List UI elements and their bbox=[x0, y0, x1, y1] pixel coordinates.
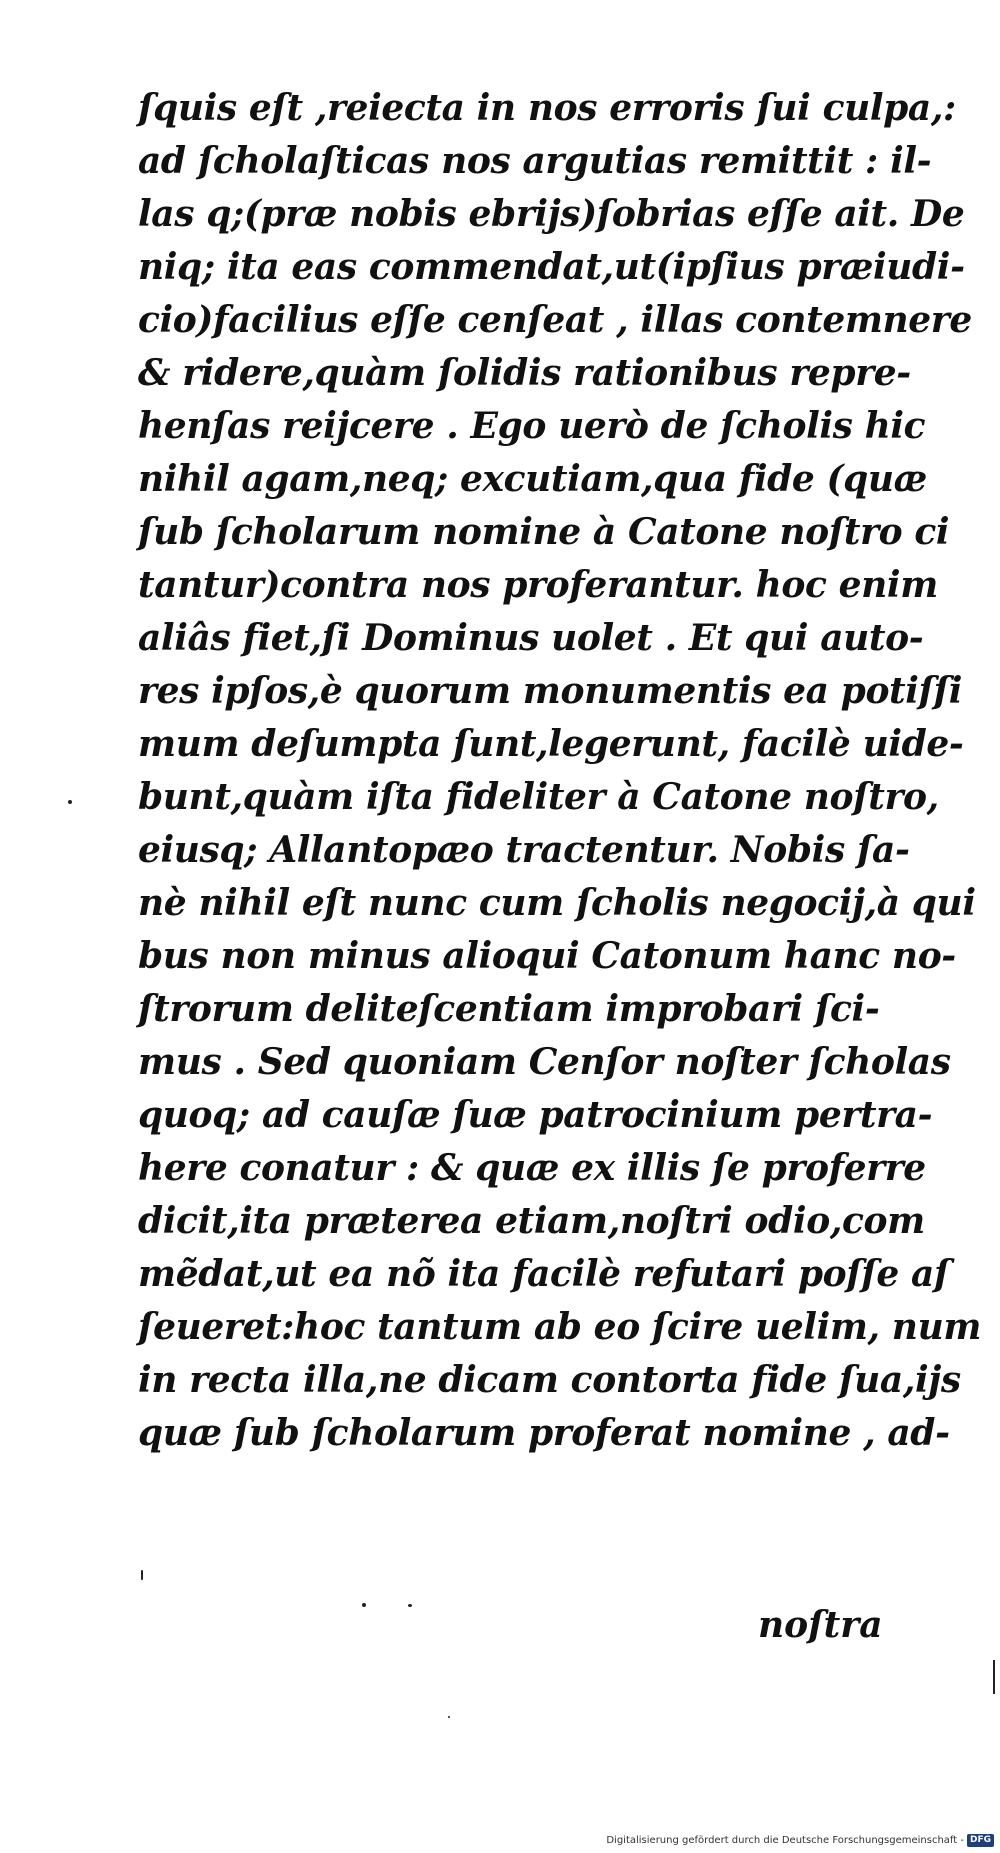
text-line: henſas reijcere . Ego uerò de ſcholis hic bbox=[138, 405, 926, 447]
text-line: bunt,quàm iſta fideliter à Catone noſtro, bbox=[138, 776, 939, 818]
text-line: mẽdat,ut ea nõ ita facilè refutari poſſe aſ bbox=[138, 1253, 950, 1295]
text-line: mum deſumpta ſunt,legerunt, facilè uide- bbox=[138, 723, 964, 765]
ink-speck bbox=[141, 1570, 143, 1580]
text-line: ſub ſcholarum nomine à Catone noſtro ci bbox=[138, 511, 950, 553]
text-line: cio)facilius eſſe cenſeat , illas contemnere bbox=[138, 299, 972, 341]
text-line: nè nihil eſt nunc cum ſcholis negocij,à qui bbox=[138, 882, 976, 924]
ink-speck bbox=[68, 800, 72, 804]
dfg-logo: DFG bbox=[967, 1834, 994, 1847]
text-line: res ipſos,è quorum monumentis ea potiſſi bbox=[138, 670, 963, 712]
text-line: nihil agam,neq; excutiam,qua fide (quæ bbox=[138, 458, 927, 500]
ink-speck bbox=[408, 1604, 412, 1607]
credit-text: Digitalisierung gefördert durch die Deutsche Forschungsgemeinschaft - bbox=[606, 1835, 964, 1846]
body-text bbox=[138, 82, 982, 1460]
text-line: quæ ſub ſcholarum proferat nomine , ad- bbox=[138, 1412, 950, 1454]
text-line: niq; ita eas commendat,ut(ipſius præiudi- bbox=[138, 246, 965, 288]
ink-speck bbox=[362, 1603, 366, 1607]
digitization-credit bbox=[606, 1834, 994, 1847]
text-line: eiusq; Allantopæo tractentur. Nobis ſa- bbox=[138, 829, 910, 871]
text-line: ſtrorum deliteſcentiam improbari ſci- bbox=[138, 988, 880, 1030]
ink-speck bbox=[448, 1716, 450, 1718]
text-line: ſeueret:hoc tantum ab eo ſcire uelim, num bbox=[138, 1306, 982, 1348]
text-line: tantur)contra nos proferantur. hoc enim bbox=[138, 564, 938, 606]
margin-mark bbox=[993, 1660, 995, 1694]
catchword: noſtra bbox=[758, 1604, 883, 1646]
text-line: dicit,ita præterea etiam,noſtri odio,com bbox=[138, 1200, 925, 1242]
text-line: ad ſcholaſticas nos argutias remittit : il- bbox=[138, 140, 932, 182]
text-line: & ridere,quàm ſolidis rationibus repre- bbox=[138, 352, 911, 394]
text-line: ſquis eſt ,reiecta in nos erroris ſui culpa,: bbox=[138, 87, 956, 129]
text-line: here conatur : & quæ ex illis ſe proferre bbox=[138, 1147, 926, 1189]
text-line: in recta illa,ne dicam contorta fide ſua,ijs bbox=[138, 1359, 961, 1401]
text-line: bus non minus alioqui Catonum hanc no- bbox=[138, 935, 956, 977]
text-line: mus . Sed quoniam Cenſor noſter ſcholas bbox=[138, 1041, 951, 1083]
text-line: las q;(præ nobis ebrijs)ſobrias eſſe ait. De bbox=[138, 193, 965, 235]
text-line: quoq; ad cauſæ ſuæ patrocinium pertra- bbox=[138, 1094, 933, 1136]
text-line: aliâs fiet,ſi Dominus uolet . Et qui auto- bbox=[138, 617, 924, 659]
